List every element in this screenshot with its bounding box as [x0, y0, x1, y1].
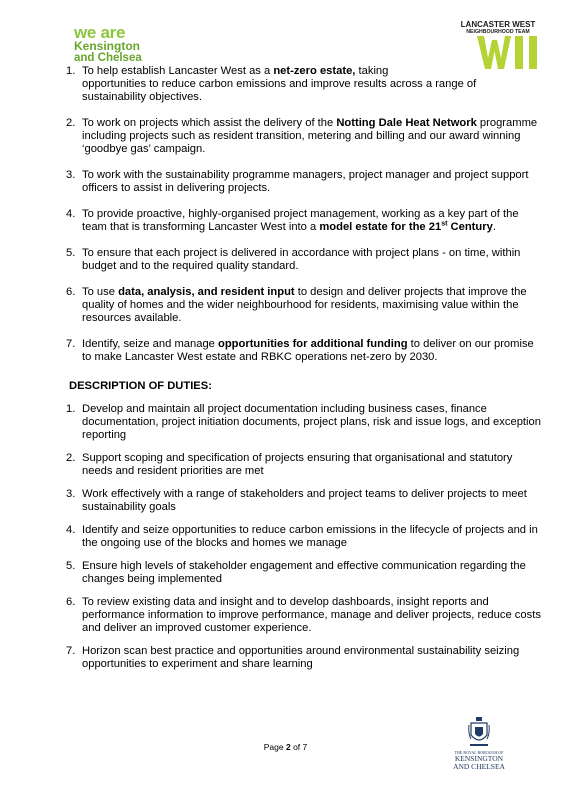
item-number: 1. [66, 403, 76, 415]
crest-line-2 [448, 755, 510, 771]
duty-item [66, 452, 542, 478]
we-are-kensington-chelsea-logo [74, 25, 164, 65]
text-run: opportunities to reduce carbon emissions and improve results across a range of sustainability objectives. [82, 78, 477, 103]
item-number: 4. [66, 524, 76, 536]
duty-text: Ensure high levels of stakeholder engagement and effective communication regarding the changes being implemented [82, 560, 526, 585]
objective-item [66, 286, 542, 325]
objective-item [66, 65, 542, 104]
logo-line-2: Kensington [74, 39, 140, 53]
page-current: 2 [285, 742, 291, 752]
duty-text: Work effectively with a range of stakeholders and project teams to deliver projects to meet sustainability goals [82, 488, 527, 513]
logo-line-3: and Chelsea [74, 52, 142, 64]
text-run: Identify, seize and manage [82, 338, 218, 350]
text-run: To help establish Lancaster West as a [82, 65, 274, 77]
item-number: 2. [66, 117, 76, 129]
objective-item [66, 247, 542, 273]
text-run: To ensure that each project is delivered in accordance with project plans - on time, within budget and to the required quality standard. [82, 247, 521, 272]
bold-text: net-zero estate, [273, 65, 356, 77]
superscript: st [441, 220, 448, 228]
duty-text: Identify and seize opportunities to reduce carbon emissions in the lifecycle of projects and in the ongoing use of the blocks and homes we manage [82, 524, 538, 549]
duty-text: To review existing data and insight and to develop dashboards, insight reports and performance information to improve performance, manage and deliver projects, reduce costs and deliver an improved customer experience. [82, 596, 541, 634]
bold-text: opportunities for additional funding [218, 338, 408, 350]
rbkc-crest-logo [448, 717, 510, 777]
text-run: To work on projects which assist the delivery of the [82, 117, 337, 129]
objective-item [66, 117, 542, 156]
lancaster-west-logo [455, 21, 541, 69]
duty-item [66, 596, 542, 635]
page-total: 7 [302, 742, 308, 752]
bold-text: Century [447, 221, 493, 233]
item-number: 7. [66, 645, 76, 657]
text-run: To provide proactive, highly-organised project management, working as a key part of the team that is transforming Lancaster West into a [82, 208, 519, 233]
duty-item [66, 488, 542, 514]
text-run: to deliver on our promise to make Lancaster West estate and RBKC operations net-zero by 2030. [82, 338, 534, 363]
logo-title: LANCASTER WEST [460, 20, 536, 29]
crest-line-1: THE ROYAL BOROUGH OF [454, 750, 504, 755]
objective-item [66, 169, 542, 195]
text-run: programme including projects such as resident transition, metering and billing and our award winning ‘goodbye gas’ campaign. [82, 117, 538, 155]
duty-item [66, 645, 542, 671]
objective-item [66, 208, 542, 234]
page-middle: of [290, 742, 303, 752]
bold-text: data, analysis, and resident input [118, 286, 295, 298]
duty-text: Horizon scan best practice and opportunities around environmental sustainability seizing opportunities to experiment and share learning [82, 645, 520, 670]
duty-item [66, 560, 542, 586]
duty-text: Develop and maintain all project documentation including business cases, finance documentation, project initiation documents, project plans, risk and issue logs, and exception reporting [82, 403, 541, 441]
item-number: 4. [66, 208, 76, 220]
item-number: 7. [66, 338, 76, 350]
crest-kensington: KENSINGTON [454, 754, 504, 763]
duty-item [66, 524, 542, 550]
item-number: 6. [66, 286, 76, 298]
item-number: 5. [66, 560, 76, 572]
text-run: to design and deliver projects that improve the quality of homes and the wider neighbourhood for residents, maximising value within the resources available. [82, 286, 527, 324]
objectives-list [66, 65, 542, 364]
item-number: 5. [66, 247, 76, 259]
coat-of-arms-icon [468, 717, 490, 749]
duties-list [66, 403, 542, 671]
page-prefix: Page [263, 742, 286, 752]
text-run: To use [82, 286, 119, 298]
item-number: 3. [66, 488, 76, 500]
logo-subtitle: NEIGHBOURHOOD TEAM [466, 29, 530, 35]
duties-heading: DESCRIPTION OF DUTIES: [69, 380, 212, 392]
logo-line-1: we are [74, 23, 126, 42]
bold-text: model estate for the 21 [319, 221, 442, 233]
text-run: To work with the sustainability programme managers, project manager and project support officers to assist in delivering projects. [82, 169, 529, 194]
crest-chelsea: AND CHELSEA [453, 762, 505, 771]
item-number: 3. [66, 169, 76, 181]
duty-item [66, 403, 542, 442]
text-run: taking [355, 65, 389, 77]
text-run: . [492, 221, 496, 233]
document-body [66, 65, 542, 681]
item-number: 2. [66, 452, 76, 464]
objective-item [66, 338, 542, 364]
bold-text: Notting Dale Heat Network [336, 117, 477, 129]
item-number: 6. [66, 596, 76, 608]
item-number: 1. [66, 65, 76, 77]
duty-text: Support scoping and specification of projects ensuring that organisational and statutory needs and resident priorities are met [82, 452, 513, 477]
